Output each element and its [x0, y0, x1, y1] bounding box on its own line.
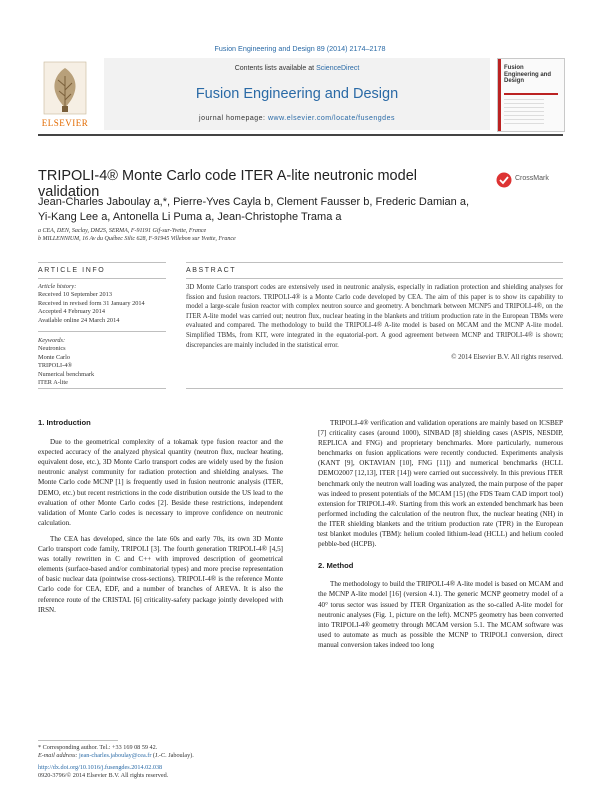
homepage-link[interactable]: www.elsevier.com/locate/fusengdes — [267, 115, 395, 122]
history-received: Received 10 September 2013 — [38, 291, 112, 299]
keyword-item: Numerical benchmark — [38, 370, 95, 378]
affiliation-a: a CEA, DEN, Saclay, DM2S, SERMA, F-91191 Gif-sur-Yvette, France — [38, 228, 207, 234]
corresponding-author-note — [38, 744, 283, 760]
intro-paragraph-1: Due to the geometrical complexity of a tokamak type fusion reactor and the expected accuracy of the analyzed physical quantity (neutron flux, nuclear heating, equivalent dose, etc.), 3D Monte Carlo transport codes are widely used by the fusion neutronic analyst community for radiation protection and shielding analyses. The Monte Carlo code MCNP [1] is frequently used in fusion neutronic analysis (ITER, DEMO, etc.) but recent restrictions in the code distribution outside the US lead to the evaluation of other Monte Carlo codes [2]. Beside these restrictions, independent validation of Monte Carlo codes is necessary to improve confidence on neutronic calculation. — [38, 438, 283, 527]
sciencedirect-link[interactable]: ScienceDirect — [316, 65, 360, 72]
article-info-rule-2 — [38, 278, 166, 279]
left-column — [38, 418, 283, 615]
history-online: Available online 24 March 2014 — [38, 316, 120, 324]
article-info-heading: ARTICLE INFO — [38, 267, 106, 274]
history-accepted: Accepted 4 February 2014 — [38, 308, 105, 316]
cover-text-lines — [504, 99, 544, 125]
abstract-end-rule — [186, 388, 563, 389]
elsevier-wordmark: ELSEVIER — [41, 118, 89, 128]
abstract-copyright: © 2014 Elsevier B.V. All rights reserved. — [451, 354, 563, 362]
author-list — [38, 195, 478, 225]
doi-link[interactable]: http://dx.doi.org/10.1016/j.fusengdes.2014.02.038 — [38, 764, 163, 771]
author-email-link[interactable]: jean-charles.jaboulay@cea.fr — [79, 752, 152, 760]
footnote-rule — [38, 740, 118, 741]
method-heading: 2. Method — [318, 561, 354, 571]
abstract-rule — [186, 262, 563, 263]
journal-cover — [497, 58, 565, 132]
method-paragraph: The methodology to build the TRIPOLI-4® A-lite model is based on MCAM and the MCNP A-lite model [16] (version 4.1). The generic MCNP geometry model of a 40° torus sector was issued by ITER Organization as the so-called A-lite model for neutronic analyses (Fig. 1, picture on the left). MCNP5 geometry has been converted into TRIPOLI-4® geometry through MCAM version 5.1. The MCAM software was used to automate as much as possible the MCNP to TRIPOLI conversion, direct manual conversion takes indeed too long — [318, 580, 563, 649]
history-label: Article history: — [38, 283, 77, 290]
cover-title: Fusion Engineering and Design — [504, 65, 552, 84]
cover-rule — [504, 93, 558, 95]
keyword-item: Neutronics — [38, 345, 66, 353]
cover-stripe — [498, 59, 501, 131]
author-line-2: Yi-Kang Lee a, Antonella Li Puma a, Jean-Christophe Trama a — [38, 211, 342, 223]
crossmark-icon — [496, 172, 512, 188]
info-end-rule — [38, 388, 166, 389]
crossmark-label: CrossMark — [515, 175, 549, 182]
masthead-rule — [38, 134, 563, 136]
keyword-item: Monte Carlo — [38, 353, 71, 361]
keywords-label: Keywords: — [38, 337, 66, 345]
corresponding-author: * Corresponding author. Tel.: +33 169 08 59 42. — [38, 744, 158, 751]
abstract-text: 3D Monte Carlo transport codes are extensively used in neutronic analysis, especially in radiation protection and shielding analyses for fission and fusion reactors. TRIPOLI-4® is a Monte Carlo code developed by CEA. The aim of this paper is to show its capability to model a large-scale fusion reactor with complex neutron source and geometry. A benchmark between MCNP5 and TRIPOLI-4®, on the ITER A-lite model was carried out; neutron flux, nuclear heating in the blankets and tritium production rate in the European TBMs were evaluated and compared. The methodology to build the TRIPOLI-4® A-lite model is based on MCAM and the MCNP A-lite model. Simplified TBMs, from KIT, were integrated in the equatorial-port. A good agreement between MCNP and TRIPOLI-4® is shown; discrepancies are mainly included in the statistical error. — [186, 284, 563, 349]
affiliation-b: b MILLENNIUM, 16 Av du Québec Silic 628, F-91945 Villebon sur Yvette, France — [38, 236, 236, 242]
journal-citation[interactable]: Fusion Engineering and Design 89 (2014) 2174–2178 — [214, 44, 386, 53]
abstract-heading: ABSTRACT — [186, 267, 237, 274]
abstract — [186, 283, 563, 361]
contents-line: Contents lists available at ScienceDirect — [234, 65, 360, 72]
journal-name: Fusion Engineering and Design — [195, 86, 399, 102]
author-line-1: Jean-Charles Jaboulay a,*, Pierre-Yves Cayla b, Clement Fausser b, Frederic Damian a, — [38, 196, 470, 208]
keywords-rule — [38, 331, 166, 332]
elsevier-logo — [38, 58, 92, 130]
abstract-rule-2 — [186, 278, 563, 279]
intro-heading: 1. Introduction — [38, 418, 91, 427]
journal-masthead — [104, 58, 490, 130]
history-revised: Received in revised form 31 January 2014 — [38, 299, 145, 307]
intro-paragraph-2: The CEA has developed, since the late 60s and early 70s, its own 3D Monte Carlo transport code family, TRIPOLI [3]. The fourth generation TRIPOLI-4® [4,5] was totally rewritten in C and C++ with improved description of geometrical elements (surface-based and/or combinatorial types) and more precise representation of basic nuclear data (pointwise cross-sections). TRIPOLI-4® is the reference Monte Carlo code for CEA, EDF, and a number of branches of AREVA. It is also the reference route of the CRISTAL [6] criticality-safety package jointly developed with IRSN. — [38, 534, 283, 614]
article-title: TRIPOLI-4® Monte Carlo code ITER A-lite neutronic model validation — [38, 168, 417, 200]
journal-homepage: journal homepage: www.elsevier.com/locate/fusengdes — [199, 115, 395, 122]
article-info — [38, 283, 166, 387]
keyword-item: ITER A-lite — [38, 379, 68, 387]
email-line: E-mail address: jean-charles.jaboulay@cea.fr (J.-C. Jaboulay). — [38, 752, 194, 760]
validation-paragraph: TRIPOLI-4® verification and validation operations are mainly based on ICSBEP [7] criticality cases (around 1000), SINBAD [8] shielding cases (ASPIS, NESDIP, REPLICA and FNG) and proprietary benchmarks. More particularly, numerous benchmarks on fusion applications were recently conducted. Experiments analysis (KANT [9], OKTAVIAN [10], FNG [11]) and numerical benchmarks (HCLL DEMO2007 [12,13], ITER [14]) were carried out successively. In this previous ITER benchmark only the neutron wall loading was analyzed, the main purpose of the paper was indeed to present potentials of the MCAM [15] (the FDS Team CAD import tool) extension for TRIPOLI-4®. Starting from this work an extended benchmark has been performed including the calculation of the neutron flux, the nuclear heating (NH) in the ITER shielding blankets and the tritium production rate (TPR) in the European test blanket modules (TBM): helium cooled lithium-lead (HCLL) and helium cooled pebble-bed (HCPB). — [318, 419, 563, 549]
doi-block — [38, 764, 298, 781]
keyword-item: TRIPOLI-4® — [38, 362, 73, 370]
issn-line: 0920-3796/© 2014 Elsevier B.V. All rights reserved. — [38, 772, 169, 780]
crossmark-badge[interactable] — [496, 172, 566, 188]
right-column — [318, 418, 563, 650]
article-info-rule — [38, 262, 166, 263]
